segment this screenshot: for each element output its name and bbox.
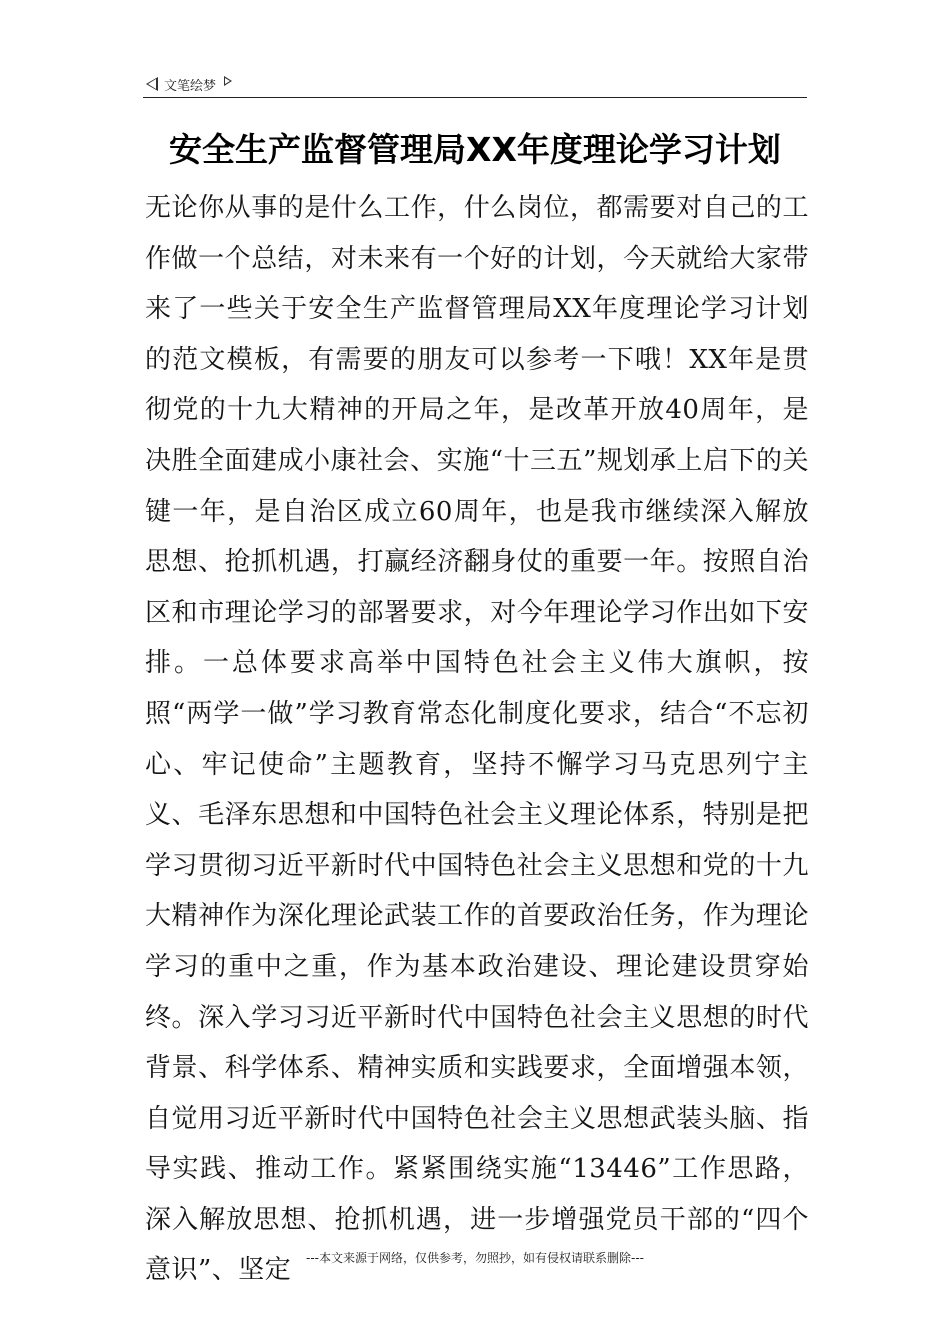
header-label: 文笔绘梦 — [164, 78, 217, 94]
header-divider — [143, 97, 807, 98]
triangle-right-icon — [224, 76, 232, 86]
document-body: 无论你从事的是什么工作，什么岗位，都需要对自己的工作做一个总结，对未来有一个好的计划，今天就给大家带来了一些关于安全生产监督管理局XX年度理论学习计划的范文模板，有需要的朋友可以参考一下哦！XX年是贯彻党的十九大精神的开局之年，是改革开放40周年，是决胜全面建成小康社会、实施“十三五”规划承上启下的关键一年，是自治区成立60周年，也是我市继续深入解放思想、抢抓机遇，打赢经济翻身仗的重要一年。按照自治区和市理论学习的部署要求，对今年理论学习作出如下安排。一总体要求高举中国特色社会主义伟大旗帜，按照“两学一做”学习教育常态化制度化要求，结合“不忘初心、牢记使命”主题教育，坚持不懈学习马克思列宁主义、毛泽东思想和中国特色社会主义理论体系，特别是把学习贯彻习近平新时代中国特色社会主义思想和党的十九大精神作为深化理论武装工作的首要政治任务，作为理论学习的重中之重，作为基本政治建设、理论建设贯穿始终。深入学习习近平新时代中国特色社会主义思想的时代背景、科学体系、精神实质和实践要求，全面增强本领，自觉用习近平新时代中国特色社会主义思想武装头脑、指导实践、推动工作。紧紧围绕实施“13446”工作思路，深入解放思想、抢抓机遇，进一步增强党员干部的“四个意识”、坚定 — [145, 193, 809, 1286]
footer-notice: ---本文来源于网络，仅供参考，勿照抄，如有侵权请联系删除--- — [306, 1251, 644, 1265]
page-header — [146, 74, 232, 94]
document-title: 安全生产监督管理局XX年度理论学习计划 — [169, 130, 781, 169]
triangle-left-icon — [146, 77, 158, 91]
